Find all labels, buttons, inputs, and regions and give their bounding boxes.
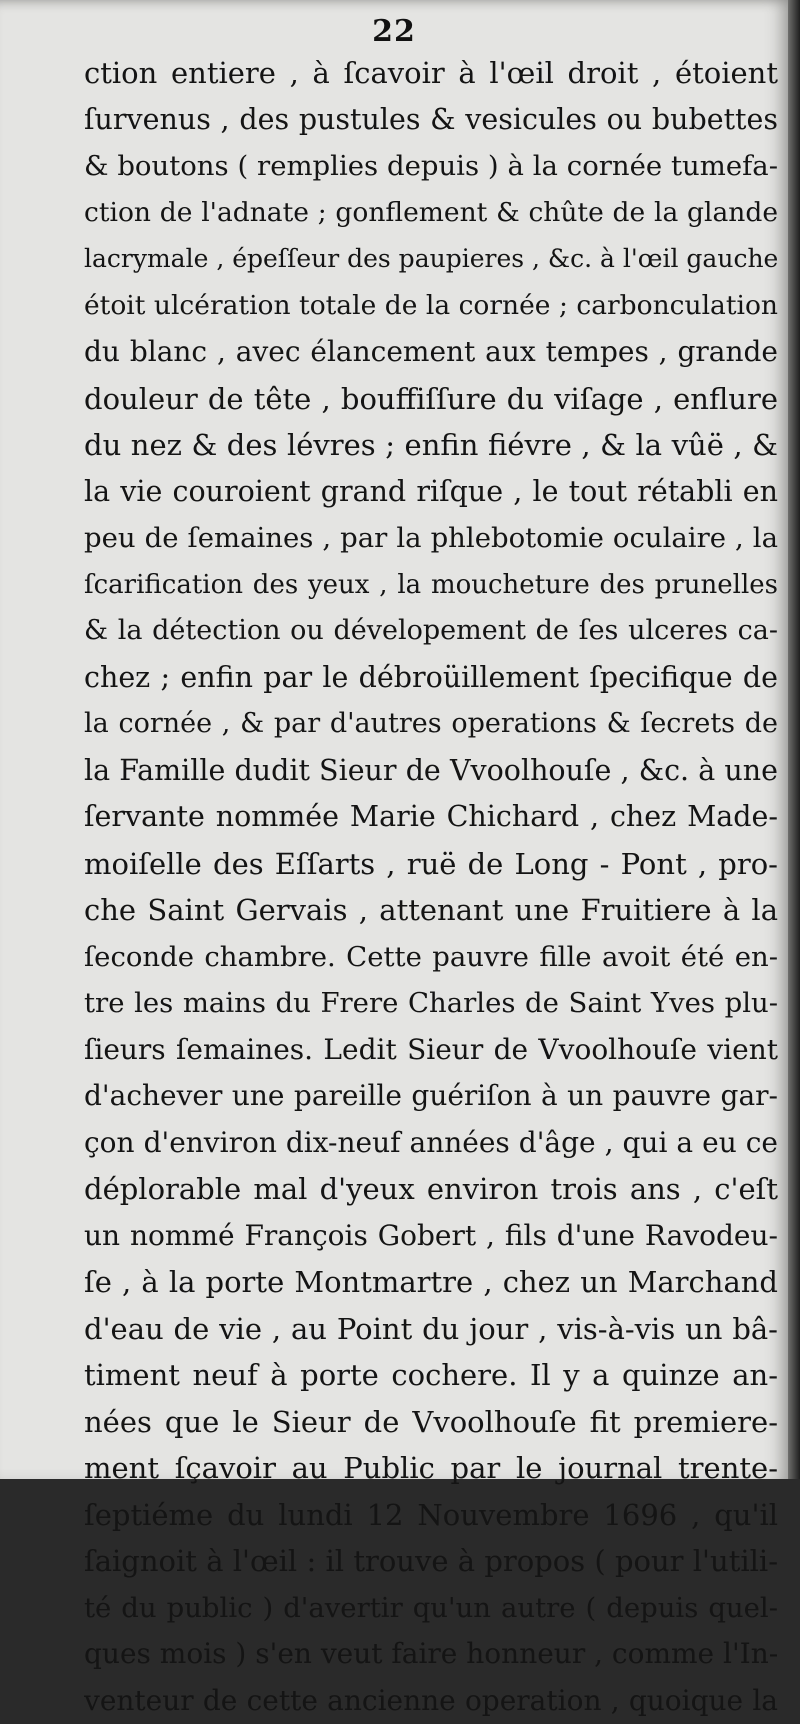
text-line: la Famille dudit Sieur de Vvoolhouſe , &c. à une: [84, 748, 778, 795]
text-line: peu de ſemaines , par la phlebotomie oculaire , la: [84, 515, 778, 562]
text-line: ſcarification des yeux , la moucheture des prunelles: [84, 562, 778, 609]
text-line: du blanc , avec élancement aux tempes , grande: [84, 329, 778, 376]
text-line: étoit ulcération totale de la cornée ; carbonculation: [84, 283, 778, 330]
text-line: & boutons ( remplies depuis ) à la cornée tumefa-: [84, 143, 778, 190]
text-line: d'eau de vie , au Point du jour , vis-à-vis un bâ-: [84, 1306, 778, 1353]
text-line: d'achever une pareille guériſon à un pauvre gar-: [84, 1073, 778, 1120]
text-line: ſeptiéme du lundi 12 Nouvembre 1696 , qu'il: [84, 1492, 778, 1539]
text-line: ſervante nommée Marie Chichard , chez Made-: [84, 794, 778, 841]
text-line: té du public ) d'avertir qu'un autre ( depuis quel-: [84, 1585, 778, 1632]
text-line: déplorable mal d'yeux environ trois ans , c'eſt: [84, 1166, 778, 1213]
text-line: lacrymale , épeſſeur des paupieres , &c. à l'œil gauche: [84, 236, 778, 283]
text-line: ment ſçavoir au Public par le journal trente-: [84, 1445, 778, 1492]
page-edge: [788, 0, 800, 1479]
text-line: moiſelle des Eſſarts , ruë de Long - Pont , pro-: [84, 841, 778, 888]
text-line: ſurvenus , des pustules & vesicules ou bubettes: [84, 97, 778, 144]
text-line: un nommé François Gobert , fils d'une Ravodeu-: [84, 1213, 778, 1260]
text-line: venteur de cette ancienne operation , quoique la: [84, 1678, 778, 1724]
text-line: du nez & des lévres ; enfin fiévre , & la vûë , &: [84, 422, 778, 469]
text-line: chez ; enfin par le débroüillement ſpecifique de: [84, 655, 778, 702]
text-line: che Saint Gervais , attenant une Fruitiere à la: [84, 887, 778, 934]
text-line: ction entiere , à ſcavoir à l'œil droit , étoient: [84, 50, 778, 97]
text-line: ſaignoit à l'œil : il trouve à propos ( pour l'utili-: [84, 1538, 778, 1585]
text-line: la cornée , & par d'autres operations & ſecrets de: [84, 701, 778, 748]
body-text: [84, 50, 778, 1724]
text-line: timent neuf à porte cochere. Il y a quinze an-: [84, 1352, 778, 1399]
text-line: çon d'environ dix-neuf années d'âge , qui a eu ce: [84, 1120, 778, 1167]
text-line: & la détection ou dévelopement de ſes ulceres ca-: [84, 608, 778, 655]
text-line: ction de l'adnate ; gonflement & chûte de la glande: [84, 190, 778, 237]
page-number: 22: [0, 14, 788, 49]
text-line: ſe , à la porte Montmartre , chez un Marchand: [84, 1259, 778, 1306]
text-line: ſieurs ſemaines. Ledit Sieur de Vvoolhouſe vient: [84, 1027, 778, 1074]
text-line: tre les mains du Frere Charles de Saint Yves plu-: [84, 980, 778, 1027]
text-line: ſeconde chambre. Cette pauvre fille avoit été en-: [84, 934, 778, 981]
text-line: douleur de tête , bouffiſſure du viſage , enflure: [84, 376, 778, 423]
text-line: ques mois ) s'en veut faire honneur , comme l'In-: [84, 1631, 778, 1678]
text-line: la vie couroient grand riſque , le tout rétabli en: [84, 469, 778, 516]
text-line: nées que le Sieur de Vvoolhouſe fit premiere-: [84, 1399, 778, 1446]
